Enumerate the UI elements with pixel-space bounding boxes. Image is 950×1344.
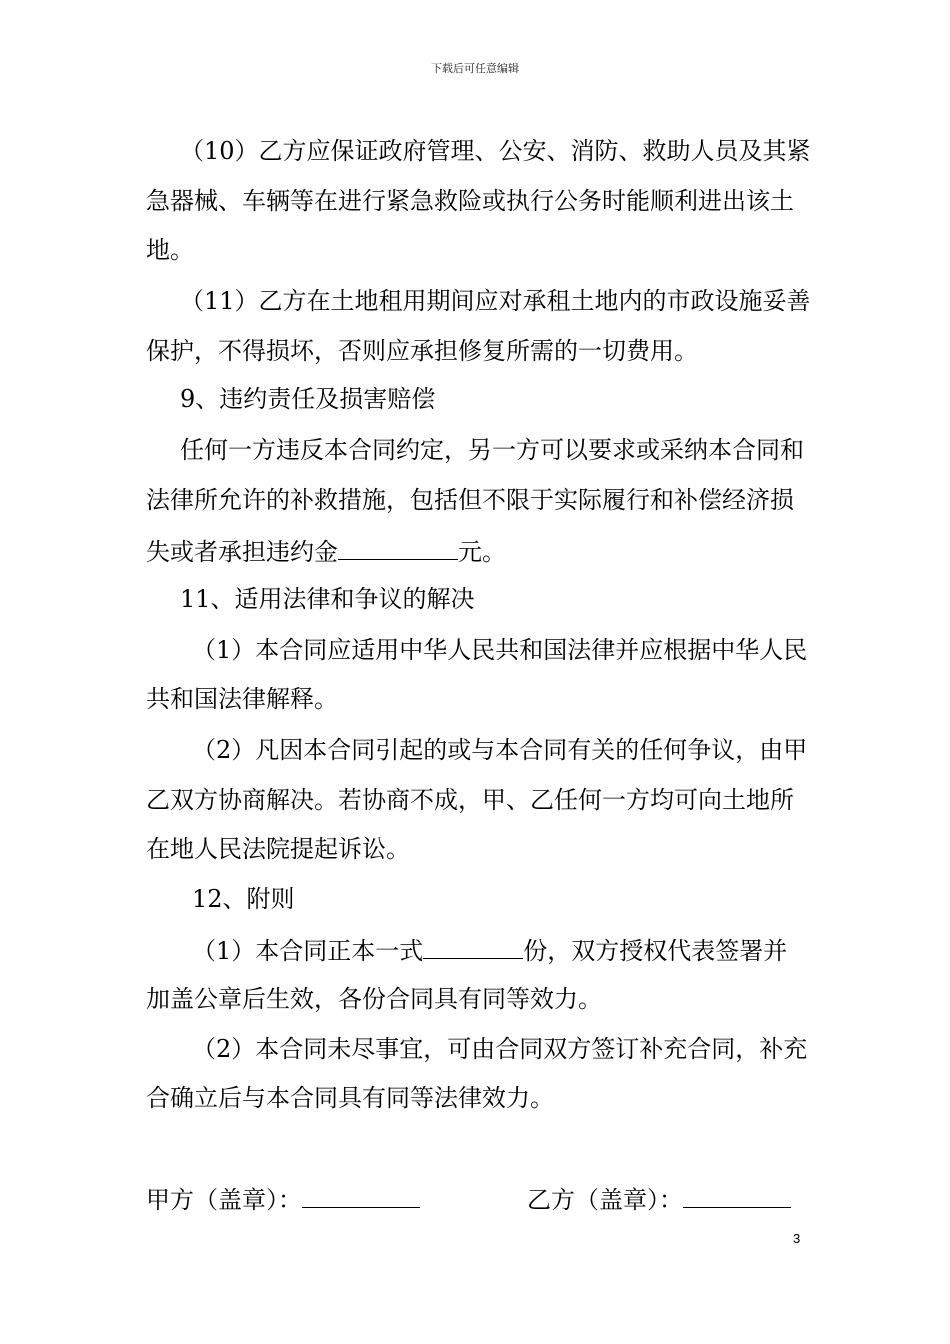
section-11-item-1-line-2: 共和国法律解释。 <box>146 685 338 713</box>
clause-11-line-2: 保护，不得损坏，否则应承担修复所需的一切费用。 <box>146 337 698 365</box>
section-12-item-1-line-2: 加盖公章后生效，各份合同具有同等效力。 <box>146 985 602 1013</box>
page-number: 3 <box>793 1231 801 1246</box>
party-a-label: 甲方（盖章）： <box>146 1186 302 1214</box>
section-12-item-2-line-1: （2）本合同未尽事宜，可由合同双方签订补充合同，补充 <box>192 1035 808 1063</box>
party-b-seal-blank <box>683 1183 791 1208</box>
section-12-item-1-line-1 <box>192 934 787 966</box>
section-11-item-2-line-3: 在地人民法院提起诉讼。 <box>146 835 410 863</box>
page-header-note: 下载后可任意编辑 <box>431 62 519 75</box>
copies-text-continued: 份，双方授权代表签署并 <box>523 937 788 965</box>
section-9-line-1: 任何一方违反本合同约定，另一方可以要求或采纳本合同和 <box>180 436 804 464</box>
section-9-line-2: 法律所允许的补救措施，包括但不限于实际履行和补偿经济损 <box>146 486 794 514</box>
party-a-seal-blank <box>302 1183 384 1208</box>
section-11-item-1-line-1: （1）本合同应适用中华人民共和国法律并应根据中华人民 <box>192 636 808 664</box>
copies-count-blank <box>423 934 523 959</box>
section-12-item-2-line-2: 合确立后与本合同具有同等法律效力。 <box>146 1084 554 1112</box>
section-11-item-2-line-2: 乙双方协商解决。若协商不成，甲、乙任何一方均可向土地所 <box>146 786 794 814</box>
penalty-amount-blank <box>338 535 458 560</box>
penalty-unit: 元。 <box>458 538 506 566</box>
copies-text: （1）本合同正本一式 <box>192 937 424 965</box>
section-12-heading: 12、附则 <box>192 885 295 913</box>
section-11-item-2-line-1: （2）凡因本合同引起的或与本合同有关的任何争议，由甲 <box>192 736 808 764</box>
section-9-heading: 9、违约责任及损害赔偿 <box>180 385 436 413</box>
clause-10-line-2: 急器械、车辆等在进行紧急救险或执行公务时能顺利进出该土 <box>146 187 794 215</box>
section-11-heading: 11、适用法律和争议的解决 <box>180 585 475 613</box>
clause-10-line-1: （10）乙方应保证政府管理、公安、消防、救助人员及其紧 <box>180 137 811 165</box>
party-a-signature <box>146 1183 420 1215</box>
party-b-label: 乙方（盖章）： <box>527 1186 683 1214</box>
penalty-text: 失或者承担违约金 <box>146 538 338 566</box>
party-b-signature <box>527 1183 791 1215</box>
party-a-seal-blank-end <box>384 1183 420 1208</box>
clause-11-line-1: （11）乙方在土地租用期间应对承租土地内的市政设施妥善 <box>180 287 811 315</box>
clause-10-line-3: 地。 <box>146 236 194 264</box>
section-9-line-3 <box>146 535 506 567</box>
